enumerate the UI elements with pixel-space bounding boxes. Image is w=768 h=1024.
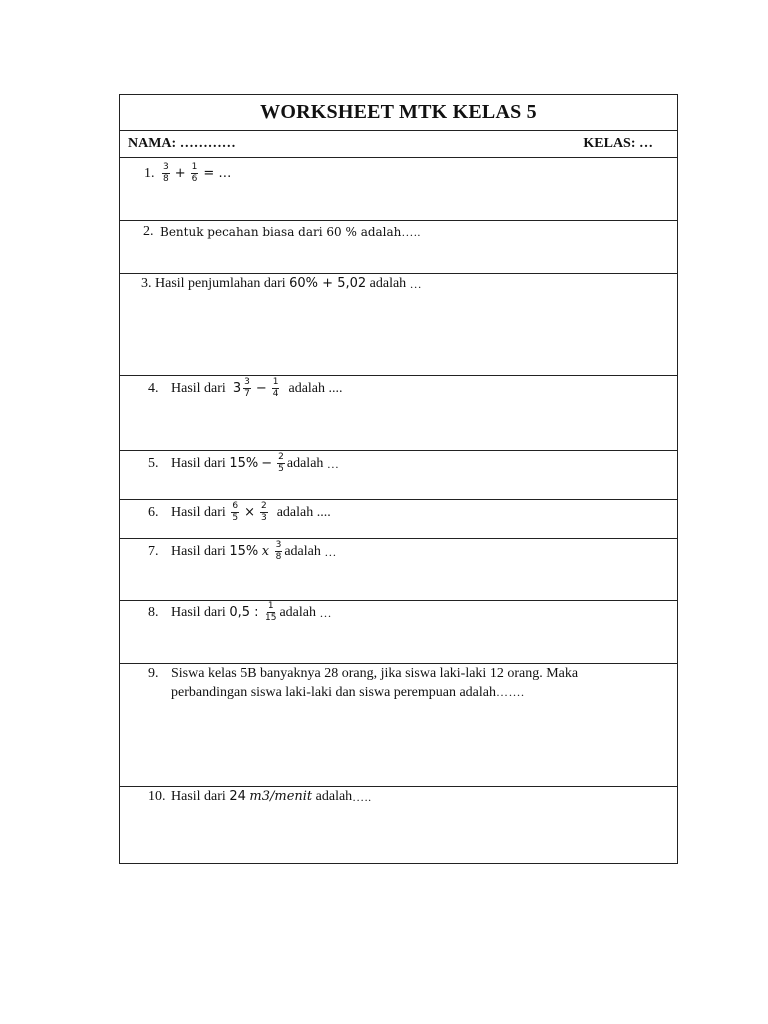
identity-row: [120, 131, 677, 158]
answer-dots: …: [319, 605, 332, 620]
decimal-value: 0,5 :: [229, 604, 259, 620]
question-number: 7.: [148, 543, 159, 559]
fraction: $\frac{1}{6}$: [191, 162, 198, 184]
fraction: $\frac{3}{8}$: [275, 540, 282, 562]
class-label: KELAS: …: [583, 136, 653, 151]
question-text-end: adalah: [369, 276, 407, 291]
quantity-value: 24: [229, 789, 246, 804]
question-number: 5.: [148, 455, 159, 471]
answer-dots: …..: [401, 225, 421, 239]
question-text: Hasil dari: [171, 789, 226, 804]
answer-dots: …….: [496, 685, 525, 699]
question-text: Hasil dari: [171, 604, 226, 620]
question-8: [120, 601, 677, 664]
question-number: 8.: [148, 604, 159, 620]
title-row: [120, 95, 677, 131]
question-text-end: adalah: [279, 604, 316, 620]
unit-m: m: [249, 789, 262, 804]
question-text-line-1: Siswa kelas 5B banyaknya 28 orang, jika siswa laki-laki 12 orang. Maka: [171, 666, 579, 681]
question-number: 4.: [148, 380, 159, 396]
question-5: [120, 451, 677, 500]
question-number: 10.: [148, 789, 166, 804]
question-3: [120, 274, 677, 376]
plus-sign: +: [174, 165, 186, 181]
question-number: 6.: [148, 504, 159, 520]
answer-dots: …: [324, 544, 337, 559]
question-text: Bentuk pecahan biasa dari 60 % adalah: [160, 225, 402, 239]
answer-dots: …: [409, 277, 423, 291]
question-text-end: adalah ....: [276, 504, 331, 520]
minus-sign: −: [261, 455, 273, 471]
question-1: [120, 158, 677, 221]
fraction: $\frac{2}{5}$: [278, 452, 284, 474]
worksheet-table: [119, 94, 678, 864]
question-number: 2.: [143, 224, 154, 239]
fraction: $\frac{6}{5}$: [232, 501, 239, 523]
fraction: $\frac{1}{4}$: [272, 377, 279, 399]
equals-text: = …: [203, 165, 232, 181]
question-10: [120, 787, 677, 863]
worksheet-title: WORKSHEET MTK KELAS 5: [260, 101, 537, 123]
fraction: $\frac{3}{7}$: [244, 377, 250, 399]
percent-value: 15%: [229, 455, 259, 471]
unit-rest: /menit: [269, 789, 313, 804]
name-label: NAMA: …………: [128, 136, 236, 151]
unit-exponent: 3: [261, 789, 270, 804]
question-text-line-2: perbandingan siswa laki-laki dan siswa perempuan adalah: [171, 685, 497, 700]
question-7: [120, 539, 677, 601]
times-sign: ×: [244, 504, 255, 520]
math-expression: 60% + 5,02: [289, 276, 367, 291]
percent-value: 15%: [229, 543, 259, 559]
question-text-end: adalah: [315, 789, 353, 804]
question-text-end: adalah: [284, 543, 321, 559]
question-text: Hasil dari: [171, 543, 226, 559]
question-text-end: adalah ....: [288, 380, 343, 396]
question-6: [120, 500, 677, 539]
answer-dots: …: [326, 456, 340, 471]
question-text: Hasil dari: [171, 380, 226, 396]
fraction: $\frac{3}{8}$: [163, 162, 169, 184]
question-text-end: adalah: [286, 455, 324, 471]
multiply-x: x: [261, 543, 270, 559]
question-text: Hasil penjumlahan dari: [155, 276, 286, 291]
question-number: 3.: [141, 276, 152, 291]
minus-sign: −: [255, 380, 267, 396]
fraction: $\frac{2}{3}$: [260, 501, 267, 523]
question-text: Hasil dari: [171, 455, 226, 471]
question-number: 1.: [144, 165, 155, 181]
mixed-whole: 3: [232, 380, 242, 396]
answer-dots: …..: [352, 790, 372, 804]
question-4: [120, 376, 677, 451]
question-text: Hasil dari: [171, 504, 226, 520]
question-9: [120, 664, 677, 787]
question-2: [120, 221, 677, 274]
question-number: 9.: [148, 666, 159, 681]
fraction: $\frac{1}{15}$: [265, 601, 277, 623]
